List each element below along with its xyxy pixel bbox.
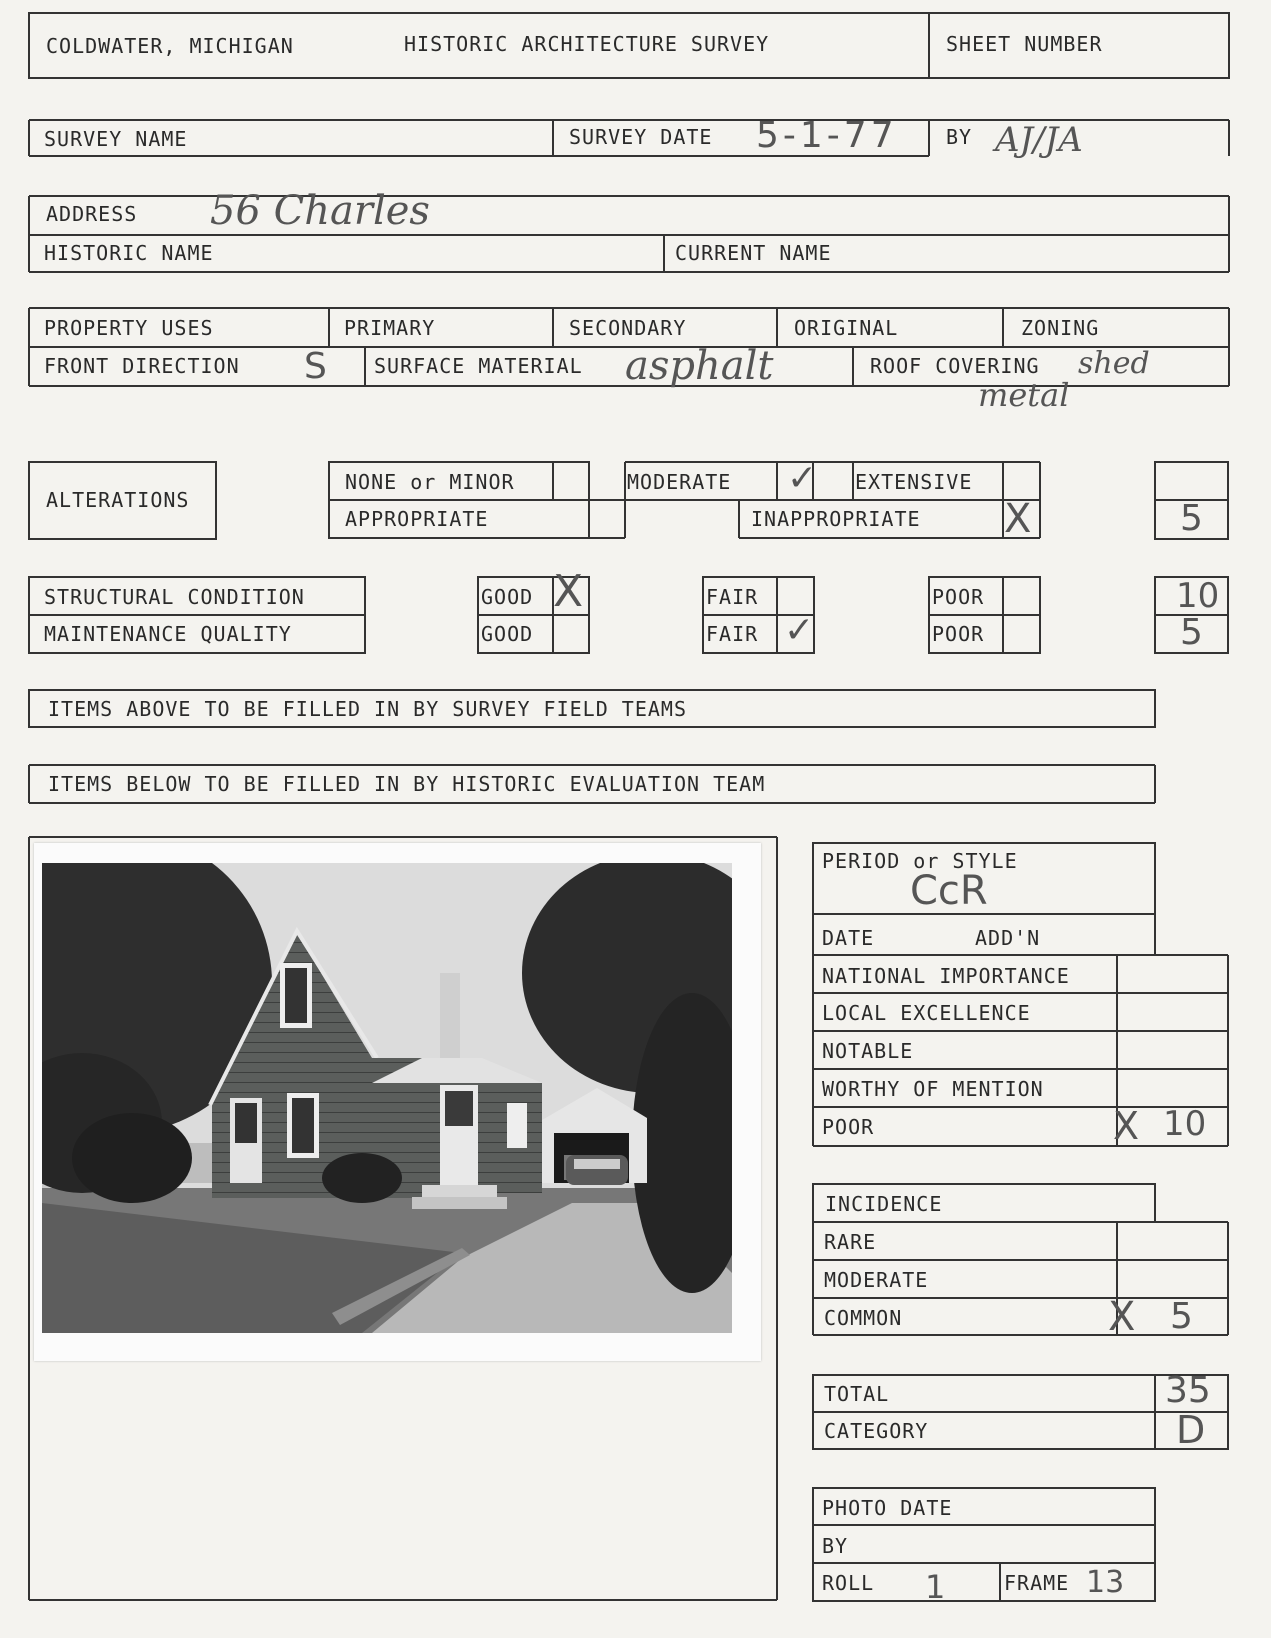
survey-date-value: 5-1-77: [756, 115, 898, 156]
address-value: 56 Charles: [210, 188, 430, 234]
incidence-label: INCIDENCE: [825, 1192, 943, 1216]
roof-covering-label: ROOF COVERING: [870, 354, 1040, 378]
primary-label: PRIMARY: [344, 316, 436, 340]
worthy-of-mention-label: WORTHY OF MENTION: [822, 1077, 1044, 1101]
extensive-label: EXTENSIVE: [855, 470, 973, 494]
total-label: TOTAL: [824, 1382, 890, 1406]
appropriate-label: APPROPRIATE: [345, 507, 489, 531]
roll-label: ROLL: [822, 1571, 875, 1595]
survey-by-value: AJ/JA: [995, 120, 1083, 160]
alterations-score: 5: [1180, 498, 1203, 539]
incidence-moderate-label: MODERATE: [824, 1268, 929, 1292]
category-value: D: [1176, 1408, 1206, 1452]
structural-fair-label: FAIR: [706, 585, 759, 609]
maintenance-quality-label: MAINTENANCE QUALITY: [44, 622, 292, 646]
survey-date-label: SURVEY DATE: [569, 125, 713, 149]
structural-poor-label: POOR: [932, 585, 985, 609]
common-mark: X: [1108, 1294, 1136, 1340]
maintenance-fair-mark: ✓: [784, 610, 815, 651]
structural-condition-label: STRUCTURAL CONDITION: [44, 585, 305, 609]
structural-good-label: GOOD: [481, 585, 534, 609]
roof-covering-value-1: shed: [1078, 346, 1150, 381]
moderate-alteration-label: MODERATE: [627, 470, 732, 494]
survey-name-label: SURVEY NAME: [44, 127, 188, 151]
eval-date-label: DATE: [822, 926, 875, 950]
structural-good-mark: X: [553, 566, 584, 617]
items-above-note: ITEMS ABOVE TO BE FILLED IN BY SURVEY FIELD TEAMS: [48, 697, 688, 721]
maintenance-score: 5: [1180, 612, 1203, 653]
maintenance-poor-label: POOR: [932, 622, 985, 646]
alterations-label: ALTERATIONS: [46, 488, 190, 512]
inappropriate-label: INAPPROPRIATE: [751, 507, 921, 531]
surface-material-value: asphalt: [625, 343, 774, 389]
sheet-number-label: SHEET NUMBER: [946, 32, 1103, 56]
current-name-label: CURRENT NAME: [675, 241, 832, 265]
property-uses-label: PROPERTY USES: [44, 316, 214, 340]
structural-score: 10: [1176, 576, 1220, 616]
common-score: 5: [1170, 1296, 1193, 1337]
eval-poor-mark: X: [1113, 1104, 1140, 1148]
house-photo: [42, 863, 732, 1333]
rare-label: RARE: [824, 1230, 877, 1254]
address-label: ADDRESS: [46, 202, 138, 226]
local-excellence-label: LOCAL EXCELLENCE: [822, 1001, 1031, 1025]
roof-covering-value-2: metal: [978, 376, 1070, 414]
secondary-label: SECONDARY: [569, 316, 687, 340]
category-label: CATEGORY: [824, 1419, 929, 1443]
roll-value: 1: [925, 1568, 946, 1606]
zoning-label: ZONING: [1021, 316, 1100, 340]
front-direction-value: S: [304, 346, 327, 387]
historic-name-label: HISTORIC NAME: [44, 241, 214, 265]
photo-by-label: BY: [822, 1534, 849, 1558]
maintenance-fair-label: FAIR: [706, 622, 759, 646]
period-style-label: PERIOD or STYLE: [822, 849, 1018, 873]
surface-material-label: SURFACE MATERIAL: [374, 354, 583, 378]
original-label: ORIGINAL: [794, 316, 899, 340]
common-label: COMMON: [824, 1306, 903, 1330]
form-title: HISTORIC ARCHITECTURE SURVEY: [404, 32, 770, 56]
survey-by-label: BY: [946, 125, 973, 149]
none-or-minor-label: NONE or MINOR: [345, 470, 515, 494]
city-label: COLDWATER, MICHIGAN: [46, 34, 294, 58]
period-style-value: CcR: [910, 868, 988, 914]
photo-date-label: PHOTO DATE: [822, 1496, 953, 1520]
national-importance-label: NATIONAL IMPORTANCE: [822, 964, 1070, 988]
eval-poor-label: POOR: [822, 1115, 875, 1139]
inappropriate-mark: X: [1004, 496, 1032, 542]
frame-value: 13: [1086, 1565, 1125, 1600]
notable-label: NOTABLE: [822, 1039, 914, 1063]
items-below-note: ITEMS BELOW TO BE FILLED IN BY HISTORIC EVALUATION TEAM: [48, 772, 766, 796]
maintenance-good-label: GOOD: [481, 622, 534, 646]
total-value: 35: [1165, 1370, 1211, 1411]
front-direction-label: FRONT DIRECTION: [44, 354, 240, 378]
moderate-alteration-mark: ✓: [787, 458, 818, 499]
frame-label: FRAME: [1004, 1571, 1070, 1595]
addn-label: ADD'N: [975, 926, 1041, 950]
eval-poor-score: 10: [1163, 1104, 1207, 1144]
